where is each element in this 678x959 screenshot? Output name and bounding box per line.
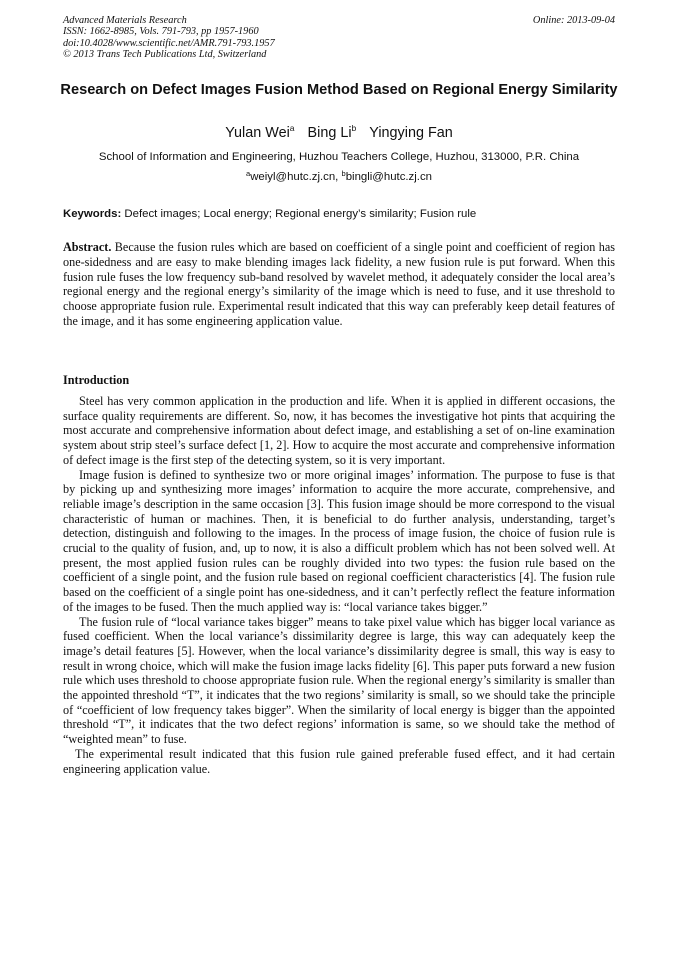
author-superscript: a <box>289 123 295 133</box>
email-superscript: b <box>341 169 346 178</box>
keywords-text: Defect images; Local energy; Regional energy’s similarity; Fusion rule <box>124 208 477 220</box>
abstract-text: Because the fusion rules which are based on coefficient of a single point and coefficient of region has one-sidedness and are easy to make blending images lack fidelity, a new fusion rule is put forward. When this fusion rule fuses the low frequency sub-band resolved by wavelet method, it adequately consider the local area’s regional energy and the regional energy’s similarity of the image which is need to fuse, and it use threshold to choose appropriate fusion rule. Experimental result indicated that this way can preferably keep detail features of the image, and it has some engineering application value. <box>63 240 615 328</box>
body-paragraph: Steel has very common application in the production and life. When it is applied in different occasions, the surface quality requirements are different. So, now, it has becomes the investigative hot pints that acquiring the most accurate and comprehensive information about defect image, and establishing a set of on-line examination system about strip steel’s surface defect [1, 2]. How to acquire the most accurate and comprehensive information of defect image is the first step of the detecting system, so it is very important. <box>63 394 615 467</box>
journal-name: Advanced Materials Research <box>63 15 187 26</box>
body-paragraph: The experimental result indicated that this fusion rule gained preferable fused effect, and it had certain engineering application value. <box>63 746 615 776</box>
paper-title: Research on Defect Images Fusion Method Based on Regional Energy Similarity <box>60 82 618 98</box>
author-name: Yulan Wei <box>225 125 290 141</box>
introduction-body <box>63 394 615 776</box>
publication-header <box>63 15 615 60</box>
author-list <box>60 124 618 142</box>
email-superscript: a <box>246 169 251 178</box>
section-heading-introduction: Introduction <box>63 373 130 387</box>
author-superscript: b <box>351 123 357 133</box>
keywords-section <box>63 207 615 221</box>
abstract-label: Abstract. <box>63 240 112 254</box>
doi-line: doi:10.4028/www.scientific.net/AMR.791-793.1957 <box>63 37 275 49</box>
affiliation: School of Information and Engineering, Huzhou Teachers College, Huzhou, 313000, P.R. China <box>98 151 580 163</box>
email-address: weiyl@hutc.zj.cn, <box>250 171 339 183</box>
email-address: bingli@hutc.zj.cn <box>345 171 432 183</box>
online-date: Online: 2013-09-04 <box>532 15 615 26</box>
body-paragraph: The fusion rule of “local variance takes bigger” means to take pixel value which has bigger local variance as fused coefficient. When the local variance’s dissimilarity degree is large, this way can adequately keep the image’s detail features [5]. However, when the local variance’s dissimilarity degree is small, this way is easy to result in wrong choice, which will make the fusion image lacks fidelity [6]. This paper puts forward a new fusion rule which uses threshold to choose appropriate fusion rule. When the regional energy’s similarity is smaller than the appointed threshold “T”, it indicates that the two regions’ similarity is small, so we should take the principle of “coefficient of low frequency takes bigger”. When the similarity of local energy is bigger than the appointed threshold “T”, it indicates that the two defect regions’ information is same, so we should take the method of “weighted mean” to fuse. <box>63 614 615 747</box>
keywords-label: Keywords: <box>63 208 122 220</box>
copyright-line: © 2013 Trans Tech Publications Ltd, Switzerland <box>63 48 267 60</box>
abstract-section <box>63 240 615 329</box>
author-name: Yingying Fan <box>369 125 453 141</box>
body-paragraph: Image fusion is defined to synthesize two or more original images’ information. The purpose to fuse is that by picking up and synthesizing more images’ information to acquire the more accurate, comprehensive, and reliable image’s description in the same occasion [3]. This fusion image should be more correspond to the visual characteristic of human or machines. Then, it is beneficial to do further analysis, understanding, target’s detection, distinguish and following to the images. In the process of image fusion, the choice of fusion rule is crucial to the quality of fusion, and, up to now, it is also a difficult problem which has not been solved well. At present, the most applied fusion rules can be roughly divided into two types: the fusion rule based on the coefficient of a single point, and the fusion rule based on regional coefficient characteristics [4]. The fusion rule based on the coefficient of a single point has one-sidedness, and it can’t perfectly reflect the feature information of the images to be fused. Then the much applied way is: “local variance takes bigger.” <box>63 467 615 614</box>
issn-line: ISSN: 1662-8985, Vols. 791-793, pp 1957-1960 <box>63 26 259 38</box>
author-name: Bing Li <box>307 125 352 141</box>
email-line <box>40 170 638 184</box>
